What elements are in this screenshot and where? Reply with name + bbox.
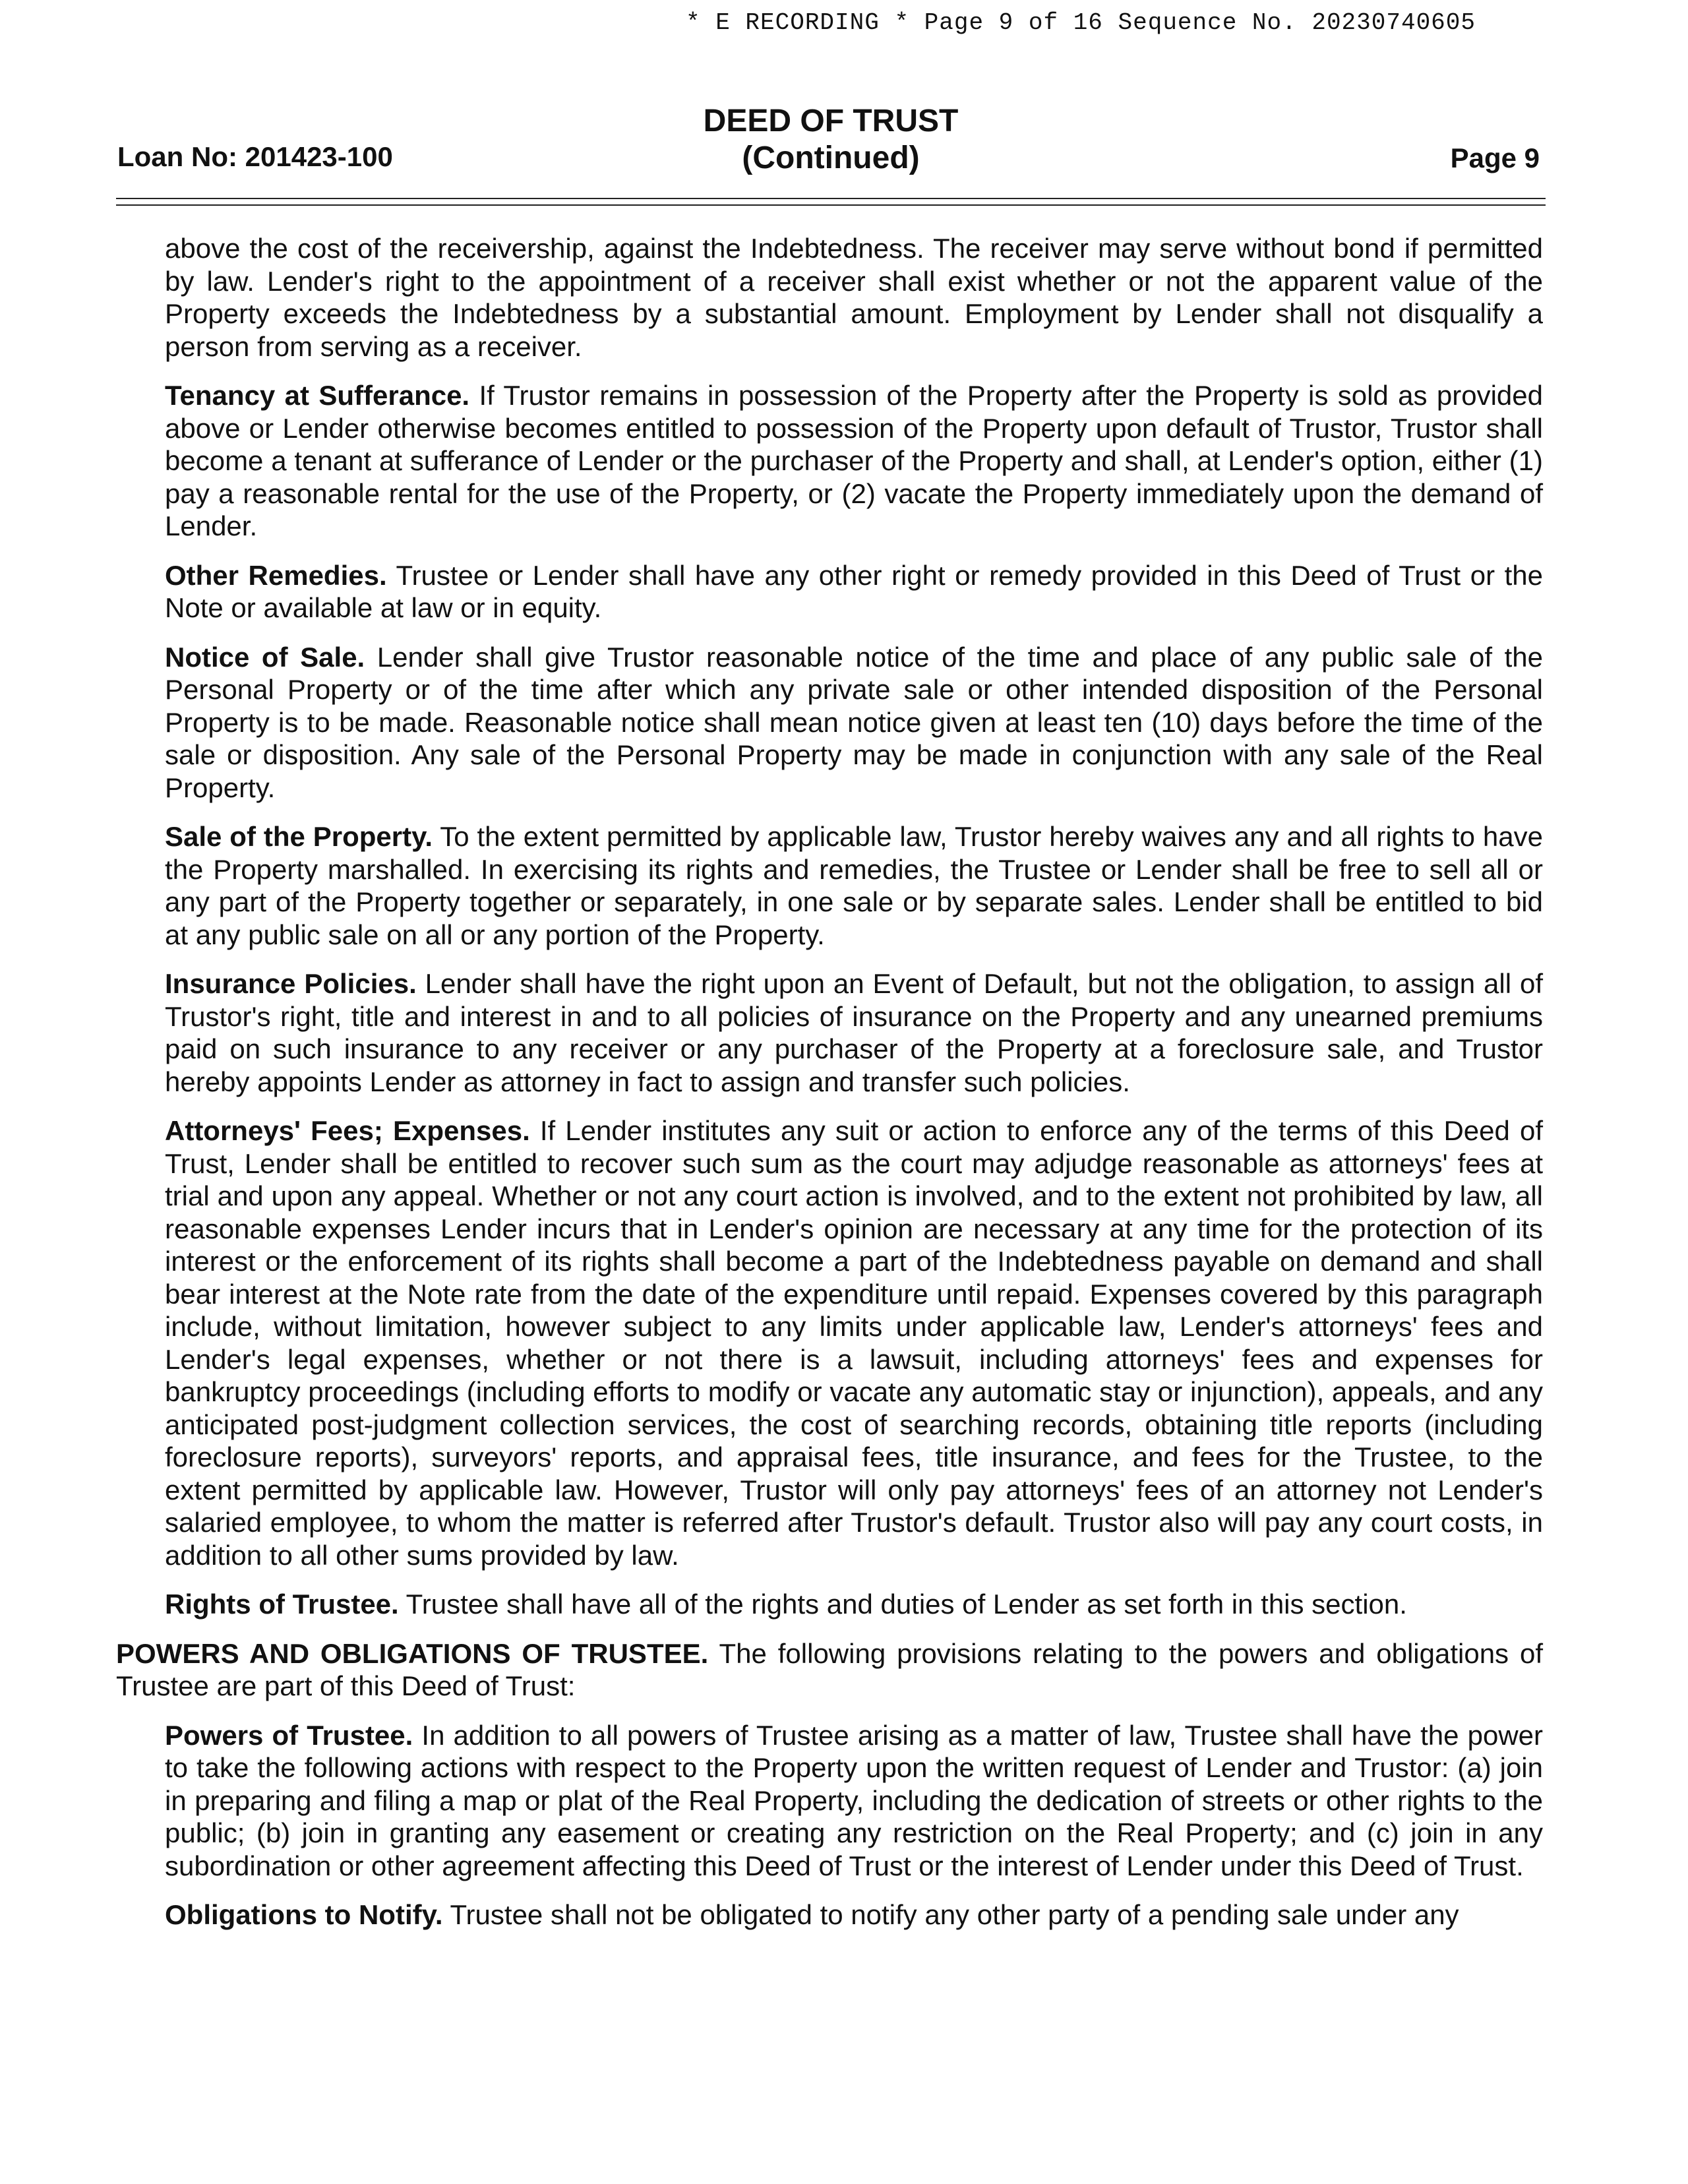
header-rule-bottom (116, 204, 1546, 206)
paragraph-text: If Lender institutes any suit or action to enforce any of the terms of this Deed of Trust, Lender shall be entitled to recover such sum as the court may adjudge reasonable as attorneys' fees at trial and upon any appeal. Whether or not any court action is involved, and to the extent not prohibited by law, all reasonable expenses Lender incurs that in Lender's opinion are necessary at any time for the protection of its interest or the enforcement of its rights shall become a part of the Indebtedness payable on demand and shall bear interest at the Note rate from the date of the expenditure until repaid. Expenses covered by this paragraph include, without limitation, however subject to any limits under applicable law, Lender's attorneys' fees and Lender's legal expenses, whether or not there is a lawsuit, including attorneys' fees and expenses for bankruptcy proceedings (including efforts to modify or vacate any automatic stay or injunction), appeals, and any anticipated post-judgment collection services, the cost of searching records, obtaining title reports (including foreclosure reports), surveyors' reports, and appraisal fees, title insurance, and fees for the Trustee, to the extent permitted by applicable law. However, Trustor will only pay attorneys' fees of an attorney not Lender's salaried employee, to whom the matter is referred after Trustor's default. Trustor also will pay any court costs, in addition to all other sums provided by law. (165, 1115, 1543, 1571)
title-line-1: DEED OF TRUST (703, 104, 959, 138)
section-text: The following provisions relating to the powers and obligations of Trustee are part of this Deed of Trust: (116, 1637, 1543, 1701)
paragraph-heading: Other Remedies. (165, 559, 387, 591)
paragraph-heading: Rights of Trustee. (165, 1589, 399, 1620)
paragraph-other-remedies (165, 559, 1543, 624)
paragraph-heading: Attorneys' Fees; Expenses. (165, 1115, 530, 1146)
recording-header: * E RECORDING * Page 9 of 16 Sequence No. 20230740605 (686, 9, 1476, 36)
paragraph-heading: Obligations to Notify. (165, 1899, 443, 1930)
paragraph-rights-of-trustee (165, 1588, 1543, 1621)
paragraph-insurance-policies (165, 967, 1543, 1098)
paragraph-text: above the cost of the receivership, against the Indebtedness. The receiver may serve without bond if permitted by law. Lender's right to the appointment of a receiver shall exist whether or not the apparent value of the Property exceeds the Indebtedness by a substantial amount. Employment by Lender shall not disqualify a person from serving as a receiver. (165, 233, 1543, 362)
paragraph-heading: Insurance Policies. (165, 968, 417, 999)
header-rule-top (116, 198, 1546, 199)
paragraph-text: To the extent permitted by applicable law, Trustor hereby waives any and all rights to have the Property marshalled. In exercising its rights and remedies, the Trustee or Lender shall be free to sell all or any part of the Property together or separately, in one sale or by separate sales. Lender shall be entitled to bid at any public sale on all or any portion of the Property. (165, 821, 1543, 950)
paragraph-text: Trustee shall have all of the rights and duties of Lender as set forth in this section. (406, 1589, 1407, 1620)
paragraph-text: Lender shall have the right upon an Event of Default, but not the obligation, to assign all of Trustor's right, title and interest in and to all policies of insurance on the Property and any unearned premiums paid on such insurance to any receiver or any purchaser of the Property at a foreclosure sale, and Trustor hereby appoints Lender as attorney in fact to assign and transfer such policies. (165, 968, 1543, 1097)
document-body (116, 232, 1543, 1948)
paragraph-heading: Powers of Trustee. (165, 1719, 413, 1751)
paragraph-tenancy-at-sufferance (165, 379, 1543, 543)
paragraph-heading: Tenancy at Sufferance. (165, 380, 470, 411)
paragraph-attorneys-fees (165, 1114, 1543, 1571)
paragraph-text: Trustee shall not be obligated to notify any other party of a pending sale under any (450, 1899, 1459, 1930)
loan-number: Loan No: 201423-100 (117, 141, 393, 172)
paragraph-heading: Notice of Sale. (165, 641, 365, 673)
page-number: Page 9 (1450, 142, 1540, 173)
paragraph-heading: Sale of the Property. (165, 821, 433, 852)
paragraph-sale-of-property (165, 820, 1543, 951)
paragraph-notice-of-sale (165, 641, 1543, 804)
paragraph-obligations-to-notify (165, 1898, 1543, 1931)
title-line-2: (Continued) (742, 140, 920, 175)
paragraph-receivership-continued (165, 232, 1543, 363)
paragraph-text: Trustee or Lender shall have any other right or remedy provided in this Deed of Trust or the Note or available at law or in equity. (165, 559, 1543, 623)
paragraph-text: If Trustor remains in possession of the Property after the Property is sold as provided above or Lender otherwise becomes entitled to possession of the Property upon default of Trustor, Trustor shall become a tenant at sufferance of Lender or the purchaser of the Property and shall, at Lender's option, either (1) pay a reasonable rental for the use of the Property, or (2) vacate the Property immediately upon the demand of Lender. (165, 380, 1543, 541)
paragraph-text: In addition to all powers of Trustee arising as a matter of law, Trustee shall have the power to take the following actions with respect to the Property upon the written request of Lender and Trustor: (a) join in preparing and filing a map or plat of the Real Property, including the dedication of streets or other rights to the public; (b) join in granting any easement or creating any restriction on the Real Property; and (c) join in any subordination or other agreement affecting this Deed of Trust or the interest of Lender under this Deed of Trust. (165, 1719, 1543, 1881)
paragraph-powers-of-trustee (165, 1719, 1543, 1883)
section-powers-and-obligations (116, 1637, 1543, 1703)
paragraph-text: Lender shall give Trustor reasonable notice of the time and place of any public sale of the Personal Property or of the time after which any private sale or other intended disposition of the Personal Property is to be made. Reasonable notice shall mean notice given at least ten (10) days before the time of the sale or disposition. Any sale of the Personal Property may be made in conjunction with any sale of the Real Property. (165, 641, 1544, 803)
document-title (0, 103, 1662, 177)
section-heading: POWERS AND OBLIGATIONS OF TRUSTEE. (116, 1637, 709, 1669)
